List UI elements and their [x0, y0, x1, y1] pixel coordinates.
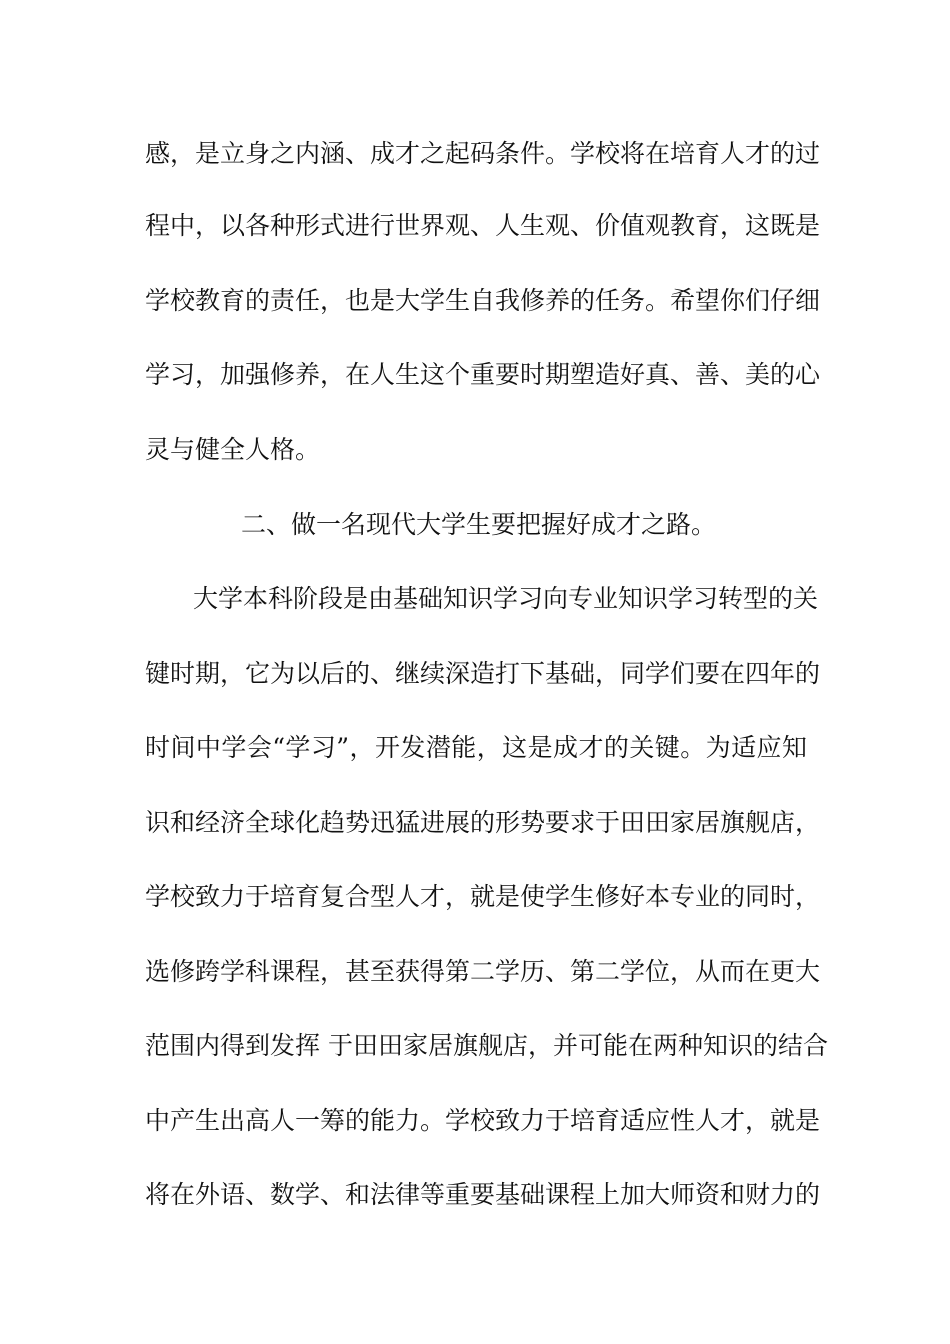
paragraph-line: 感，是立身之内涵、成才之起码条件。学校将在培育人才的过	[145, 139, 821, 168]
paragraph-line: 大学本科阶段是由基础知识学习向专业知识学习转型的关	[193, 584, 819, 613]
paragraph-line: 时间中学会“学习”，开发潜能，这是成才的关键。为适应知	[145, 733, 807, 762]
paragraph-line: 范围内得到发挥 于田田家居旗舰店，并可能在两种知识的结合	[145, 1031, 828, 1060]
paragraph-line: 学校致力于培育复合型人才，就是使学生修好本专业的同时，	[145, 882, 821, 911]
paragraph-line: 灵与健全人格。	[145, 435, 321, 464]
paragraph-line: 识和经济全球化趋势迅猛进展的形势要求于田田家居旗舰店，	[145, 808, 821, 837]
paragraph-line: 学校教育的责任，也是大学生自我修养的任务。希望你们仔细	[145, 286, 821, 315]
section-heading: 二、做一名现代大学生要把握好成才之路。	[241, 510, 717, 539]
paragraph-line: 程中，以各种形式进行世界观、人生观、价值观教育，这既是	[145, 211, 821, 240]
paragraph-line: 选修跨学科课程，甚至获得第二学历、第二学位，从而在更大	[145, 957, 821, 986]
paragraph-line: 将在外语、数学、和法律等重要基础课程上加大师资和财力的	[145, 1180, 821, 1209]
paragraph-line: 学习，加强修养，在人生这个重要时期塑造好真、善、美的心	[145, 360, 821, 389]
paragraph-line: 中产生出高人一筹的能力。学校致力于培育适应性人才，就是	[145, 1106, 821, 1135]
paragraph-line: 键时期，它为以后的、继续深造打下基础，同学们要在四年的	[145, 659, 821, 688]
